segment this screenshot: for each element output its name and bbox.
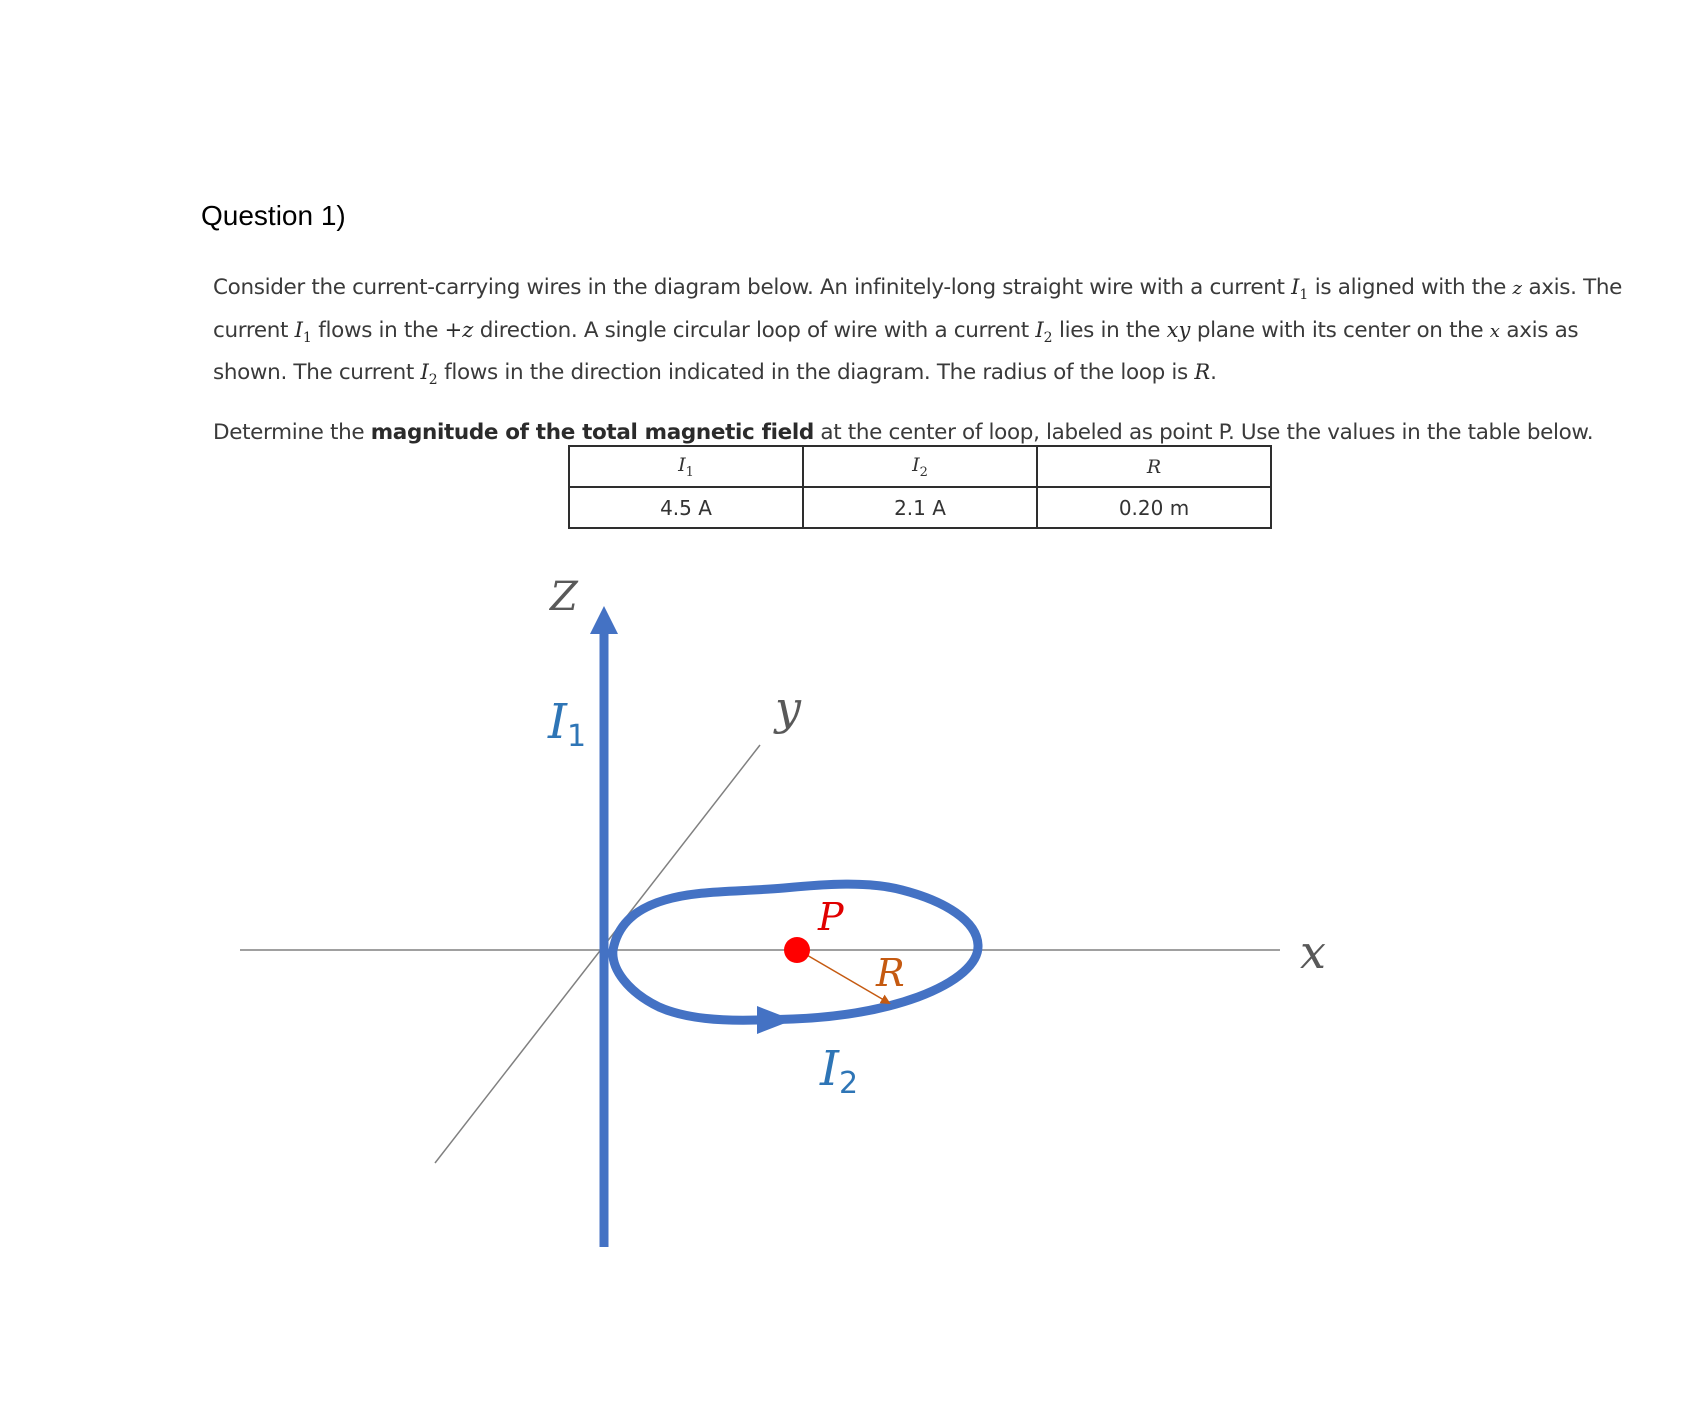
question-heading: Question 1) — [201, 200, 346, 231]
math-plus-z: +z — [444, 317, 474, 342]
math-i1: $I_1$ — [294, 317, 312, 346]
math-r: R — [1194, 360, 1211, 385]
z-axis-label: Z — [550, 574, 578, 620]
problem-paragraph-1: Consider the current-carrying wires in the diagram below. An infinitely-long straight wire with a current $I_1$ is aligned with the z axis. The current $I_1$ flows in the +z direction. A single circular loop of wire with a current $I_2$ lies in the xy plane with its center on the x axis as shown. The current $I_2$ flows in the direction indicated in the diagram. The radius of the loop is R. — [213, 275, 1623, 389]
y-axis-label: y — [775, 681, 801, 735]
radius-label: R — [876, 951, 905, 995]
emphasis-text: magnitude of the total magnetic field — [370, 420, 814, 446]
math-x: x — [1489, 320, 1500, 342]
table-cell: 0.20 m — [1037, 487, 1271, 528]
math-i1: $I_1$ — [1291, 275, 1309, 304]
point-p — [784, 937, 810, 963]
i1-label: I1 — [548, 694, 587, 754]
x-axis-label: x — [1300, 925, 1326, 979]
wire-i1-arrowhead — [590, 606, 618, 634]
table-cell: 4.5 A — [569, 487, 803, 528]
table-cell: 2.1 A — [803, 487, 1037, 528]
math-i2: $I_2$ — [420, 360, 438, 389]
table-header-cell: $I_1$ — [569, 446, 803, 487]
math-i2: $I_2$ — [1035, 317, 1053, 346]
table-header-cell: R — [1037, 446, 1271, 487]
loop-direction-arrow — [757, 1006, 793, 1034]
problem-paragraph-2: Determine the magnitude of the total magnetic field at the center of loop, labeled as point P. Use the values in the table below. — [213, 420, 1594, 446]
table-header-cell: $I_2$ — [803, 446, 1037, 487]
i2-label: I2 — [820, 1041, 859, 1101]
point-p-label: P — [818, 895, 844, 939]
math-z: z — [1512, 278, 1522, 299]
math-xy: xy — [1166, 317, 1191, 342]
y-axis — [435, 745, 760, 1163]
